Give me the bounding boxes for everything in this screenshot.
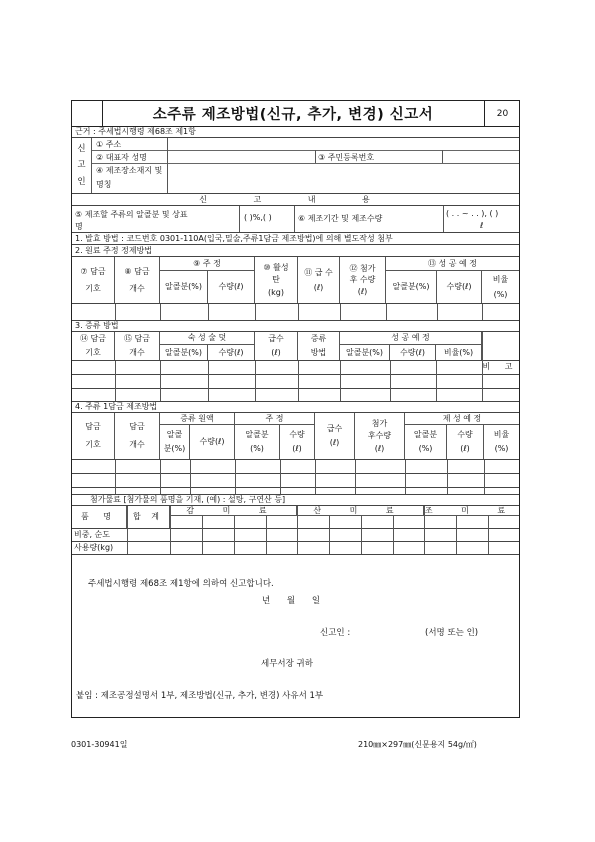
- s4-colA-b: 기호: [85, 440, 101, 449]
- additive-usage-row[interactable]: [72, 542, 519, 555]
- s2-col7-a: ⑦ 담금: [80, 266, 106, 276]
- s2-col12-a: ⑫ 첨가: [349, 263, 376, 273]
- additive-season-label: 조 미 료: [424, 506, 519, 515]
- alcohol-brand-value[interactable]: ( )%,( ): [244, 213, 272, 222]
- s2-col11-b: (ℓ): [313, 282, 324, 292]
- additive-total-label: 합 계: [127, 506, 170, 528]
- period-unit: ℓ: [480, 221, 484, 230]
- s4-colDa-b: (%): [250, 444, 264, 453]
- s3-col15-b: 개수: [129, 348, 145, 357]
- s2-col13b: 수량(ℓ): [437, 271, 482, 303]
- s2-col10: [255, 257, 298, 303]
- s3-colE: 비 고: [482, 362, 519, 372]
- section-4-title-row: [72, 402, 519, 413]
- section-2-title: 2. 원료 주정 정제방법: [75, 246, 153, 255]
- s4-colGc-b: (%): [494, 444, 509, 453]
- s3-colD: 성 공 예 정: [340, 332, 482, 345]
- applicant-block: [72, 138, 519, 194]
- s4-blank-row-1[interactable]: [72, 460, 519, 474]
- s4-colB: [115, 413, 160, 459]
- s3-colC-b: 방법: [310, 348, 327, 357]
- s3-col14-b: 기호: [85, 348, 101, 357]
- s2-col12: [340, 257, 386, 303]
- s4-colA: [72, 413, 115, 459]
- additive-usage-label: 사용량(kg): [74, 543, 114, 552]
- s4-colGc-a: 비율: [493, 430, 510, 440]
- s3-colA: 숙 성 술 덧: [160, 332, 255, 345]
- s2-blank-row[interactable]: [72, 304, 519, 321]
- s3-colAb: 수량(ℓ): [208, 345, 255, 360]
- s4-colF: [355, 413, 405, 459]
- s3-colB: [255, 332, 298, 360]
- address-label: ① 주소: [96, 140, 122, 149]
- s2-col13a: 알콜분(%): [386, 271, 437, 303]
- period-label: ⑥ 제조기간 및 제조수량: [298, 214, 383, 223]
- s4-colB-a: 담금: [129, 422, 145, 432]
- period-value[interactable]: ( . . ~ . . ), ( ): [446, 209, 499, 218]
- additive-sweet-label: 감 미 료: [170, 506, 297, 516]
- s4-colD: 주 정: [235, 413, 315, 425]
- s4-colF-a: 첨가: [371, 418, 388, 428]
- s3-col15: [115, 332, 160, 360]
- attachment-note: 붙임 : 제조공정설명서 1부, 제조방법(신규, 추가, 변경) 사유서 1부: [76, 691, 324, 701]
- title-left-cell: [72, 101, 103, 126]
- section-3-header: [72, 332, 519, 372]
- s2-col9a: 알콜분(%): [160, 271, 208, 303]
- s4-colC: 증류 원액: [160, 413, 235, 425]
- s4-colGa: [405, 425, 447, 459]
- s2-col13c-b: (%): [493, 289, 508, 299]
- s2-col13: ⑬ 성 공 예 정: [386, 257, 519, 271]
- signature-label[interactable]: (서명 또는 인): [425, 628, 479, 638]
- s2-col11: [298, 257, 340, 303]
- s3-colB-b: (ℓ): [271, 348, 281, 357]
- declarant-label: 신고인 :: [320, 628, 351, 638]
- s2-col9b: 수량(ℓ): [208, 271, 255, 303]
- s4-colE-b: (ℓ): [329, 438, 340, 447]
- s4-colGb-b: (ℓ): [460, 444, 470, 453]
- content-header: 신 고 내 용: [199, 195, 392, 204]
- title-row: [72, 101, 519, 127]
- section-4-title: 4. 주류 1담금 제조방법: [75, 402, 158, 411]
- s2-col8-b: 개수: [129, 283, 145, 293]
- s3-colDb: 수량(ℓ): [390, 345, 436, 360]
- side-label-3: 인: [77, 176, 86, 187]
- additive-sour-label: 산 미 료: [297, 506, 424, 516]
- s4-colB-b: 개수: [129, 440, 145, 449]
- s4-colE-a: 급수: [326, 424, 343, 434]
- recipient-label: 세무서장 귀하: [261, 659, 313, 669]
- s3-colC: [298, 332, 340, 360]
- resident-no-label: ③ 주민등록번호: [318, 153, 375, 162]
- section-1-row: [72, 233, 519, 245]
- location-label: ④ 제조장소재지 및: [96, 166, 163, 175]
- representative-label: ② 대표자 성명: [96, 153, 147, 162]
- content-header-row: [72, 194, 519, 206]
- s3-col15-a: ⑮ 담금: [124, 334, 150, 344]
- s3-colC-a: 증류: [310, 334, 327, 344]
- s2-col13c: [482, 271, 519, 303]
- form-number: 20: [484, 101, 520, 126]
- s3-blank-row-1[interactable]: [72, 361, 519, 375]
- footer-code: 0301-30941일: [71, 740, 128, 749]
- s4-colDb-a: 수량: [289, 430, 305, 440]
- section-3-title-row: [72, 321, 519, 332]
- s3-colDc: 비율(%): [436, 345, 482, 360]
- form-frame: [71, 100, 520, 718]
- legal-basis-row: [72, 126, 519, 138]
- s4-colF-b: 후수량: [367, 431, 392, 441]
- s3-colDa: 알콜분(%): [340, 345, 390, 360]
- s4-colG: 제 성 예 정: [405, 413, 519, 425]
- s4-colCa-b: 분(%): [163, 444, 186, 453]
- s4-colCa: [160, 425, 190, 459]
- s3-blank-row-2[interactable]: [72, 375, 519, 389]
- s4-blank-row-2[interactable]: [72, 474, 519, 488]
- s3-colB-a: 급수: [268, 334, 284, 344]
- row-5-6: [72, 206, 519, 233]
- s4-colE: [315, 413, 355, 459]
- s4-colDb-b: (ℓ): [292, 444, 302, 453]
- alcohol-brand-label: ⑤ 제조할 주류의 알콜분 및 상표: [75, 210, 188, 219]
- additive-purity-label: 비중, 순도: [74, 530, 110, 539]
- footer-paper: 210㎜×297㎜(신문용지 54g/㎡): [358, 740, 477, 749]
- applicant-side-label: [72, 138, 92, 193]
- location-label-2: 명칭: [96, 180, 112, 189]
- s4-colGa-b: (%): [418, 444, 433, 453]
- s4-colGb: [447, 425, 484, 459]
- s4-colDa-a: 알콜분: [245, 430, 269, 440]
- s2-col12-b: 후 수량: [349, 275, 376, 285]
- s4-colCb: 수량(ℓ): [190, 425, 235, 459]
- s2-col7: [72, 257, 115, 303]
- s2-col10-b: 탄: [272, 275, 280, 285]
- s2-col10-c: (kg): [268, 287, 284, 297]
- additive-item-label: 품 명: [72, 506, 127, 528]
- legal-basis: 근거 : 주세법시행령 제68조 제1항: [75, 127, 196, 136]
- additives-note-row: [72, 495, 519, 506]
- s3-col14-a: ⑭ 담금: [80, 334, 106, 344]
- s2-col12-c: (ℓ): [357, 286, 368, 296]
- s4-colGb-a: 수량: [457, 430, 473, 440]
- section-2-title-row: [72, 245, 519, 257]
- s4-colDb: [280, 425, 315, 459]
- section-4-header: [72, 413, 519, 460]
- s4-colDa: [235, 425, 280, 459]
- s4-colF-c: (ℓ): [374, 443, 385, 453]
- s2-col9: ⑨ 주 정: [160, 257, 255, 271]
- declaration-date[interactable]: 년 월 일: [262, 596, 321, 606]
- s2-col8-a: ⑧ 담금: [124, 266, 150, 276]
- additive-purity-row[interactable]: [72, 529, 519, 542]
- s4-colGa-a: 알콜분: [413, 430, 438, 440]
- section-2-header: [72, 257, 519, 304]
- alcohol-brand-label-2: 명: [75, 222, 83, 231]
- additives-note: 첨가물료 [첨가물의 품명을 기재, (예) : 설탕, 구연산 등]: [90, 495, 286, 504]
- s2-col8: [115, 257, 160, 303]
- declaration-text: 주세법시행령 제68조 제1항에 의하여 신고합니다.: [88, 579, 274, 589]
- section-1: 1. 발효 방법 : 코드번호 0301-110A(입국,밀술,주류1담금 제조방법)에 의해 별도작성 첨부: [75, 234, 393, 243]
- section-3-title: 3. 증류 방법: [75, 321, 119, 330]
- s2-col11-a: ⑪ 급 수: [304, 267, 333, 277]
- s4-colA-a: 담금: [85, 422, 101, 432]
- side-label-1: 신: [77, 144, 86, 155]
- s4-colCa-a: 알콜: [166, 430, 183, 440]
- s2-col13c-a: 비율: [492, 274, 509, 284]
- s2-col7-b: 기호: [85, 283, 101, 293]
- side-label-2: 고: [77, 160, 86, 171]
- s3-col14: [72, 332, 115, 360]
- additives-header: [72, 506, 519, 529]
- form-title: 소주류 제조방법(신규, 추가, 변경) 신고서: [152, 107, 434, 123]
- s3-colAa: 알콜분(%): [160, 345, 208, 360]
- s4-colGc: [484, 425, 519, 459]
- s2-col10-a: ⑩ 활성: [263, 262, 289, 272]
